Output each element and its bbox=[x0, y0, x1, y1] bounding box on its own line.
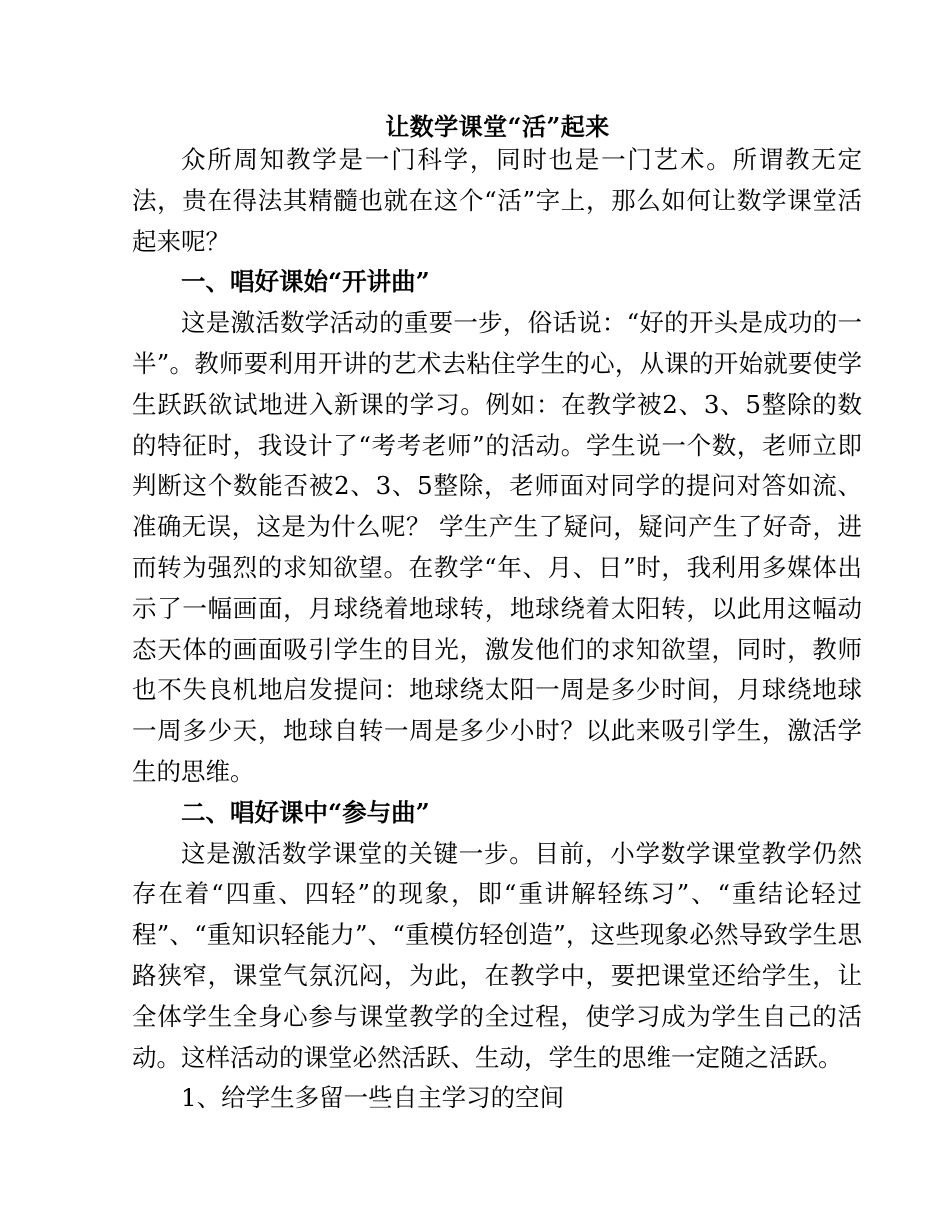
subsection-item-1: 1、给学生多留一些自主学习的空间 bbox=[181, 1083, 565, 1113]
document-title: 让数学课堂“活”起来 bbox=[385, 112, 610, 141]
section-1-paragraph: 这是激活数学活动的重要一步，俗话说：“好的开头是成功的一半”。教师要利用开讲的艺术去粘住学生的心，从课的开始就要使学生跃跃欲试地进入新课的学习。例如：在教学被2、3、5整除的数的特征时，我设计了“考考老师”的活动。学生说一个数，老师立即判断这个数能否被2、3、5整除，老师面对同学的提问对答如流、准确无误，这是为什么呢？ 学生产生了疑问，疑问产生了好奇，进而转为强烈的求知欲望。在教学“年、月、日”时，我利用多媒体出示了一幅画面，月球绕着地球转，地球绕着太阳转，以此用这幅动态天体的画面吸引学生的目光，激发他们的求知欲望，同时，教师也不失良机地启发提问：地球绕太阳一周是多少时间，月球绕地球一周多少天，地球自转一周是多少小时？以此来吸引学生，激活学生的思维。 bbox=[132, 308, 862, 786]
section-heading-1: 一、唱好课始“开讲曲” bbox=[181, 267, 430, 297]
section-heading-2: 二、唱好课中“参与曲” bbox=[181, 797, 430, 827]
section-2-paragraph: 这是激活数学课堂的关键一步。目前，小学数学课堂教学仍然存在着“四重、四轻”的现象，即“重讲解轻练习”、“重结论轻过程”、“重知识轻能力”、“重模仿轻创造”，这些现象必然导致学生思路狭窄，课堂气氛沉闷，为此，在教学中，要把课堂还给学生，让全体学生全身心参与课堂教学的全过程，使学习成为学生自己的活动。这样活动的课堂必然活跃、生动，学生的思维一定随之活跃。 bbox=[132, 838, 862, 1072]
intro-paragraph: 众所周知教学是一门科学，同时也是一门艺术。所谓教无定法，贵在得法其精髓也就在这个“活”字上，那么如何让数学课堂活起来呢？ bbox=[132, 145, 862, 256]
document-body bbox=[132, 140, 862, 1119]
